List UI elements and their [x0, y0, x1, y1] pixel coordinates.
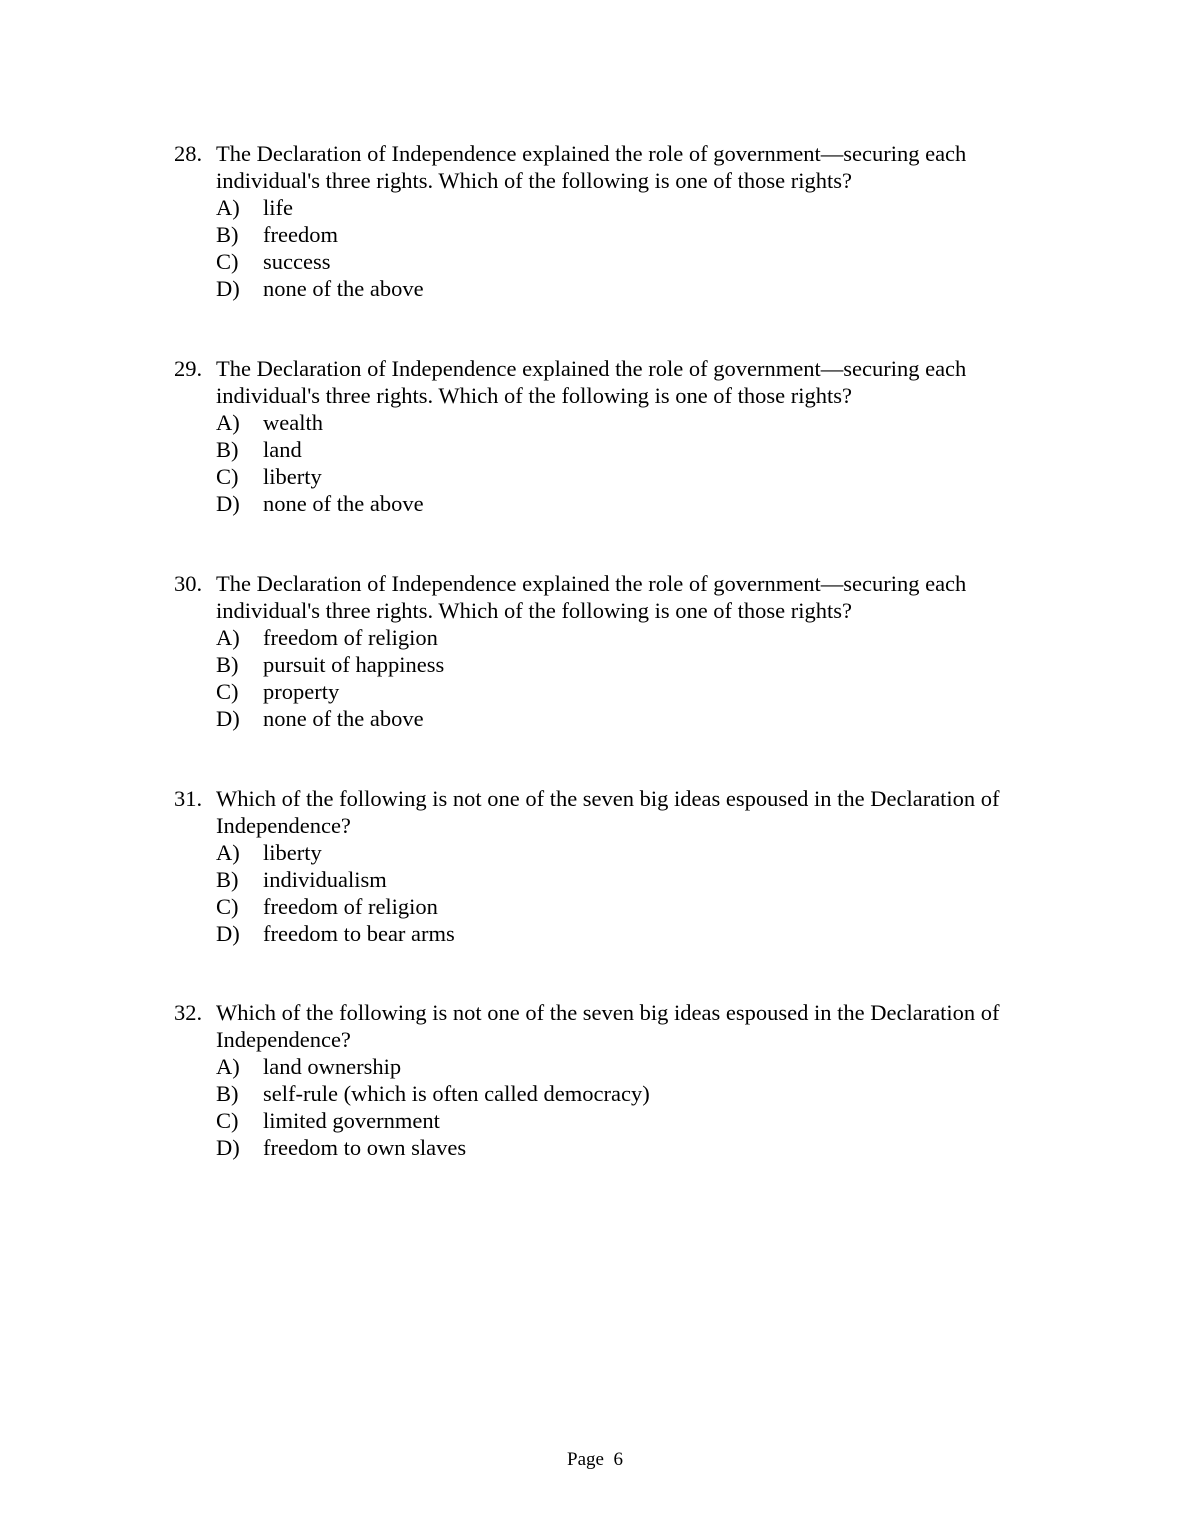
question-number: 29.	[174, 356, 203, 381]
option-text: liberty	[263, 840, 322, 865]
option-letter: D)	[216, 1135, 240, 1160]
option-b	[174, 436, 1044, 463]
option-c	[174, 893, 1044, 920]
option-text: none of the above	[263, 276, 424, 301]
answer-options	[174, 194, 1044, 302]
option-text: limited government	[263, 1108, 440, 1133]
option-letter: A)	[216, 195, 240, 220]
option-letter: D)	[216, 276, 240, 301]
question-text: Which of the following is not one of the seven big ideas espoused in the Declaration of Independence?	[216, 1000, 1000, 1052]
answer-options	[174, 624, 1044, 732]
question-text: The Declaration of Independence explained the role of government—securing each individual's three rights. Which of the following is one of those rights?	[216, 571, 967, 623]
option-letter: B)	[216, 652, 239, 677]
question-text: Which of the following is not one of the seven big ideas espoused in the Declaration of Independence?	[216, 786, 1000, 838]
option-d	[174, 275, 1044, 302]
option-letter: A)	[216, 410, 240, 435]
question-number: 32.	[174, 1000, 203, 1025]
question-29	[174, 355, 1044, 517]
option-text: wealth	[263, 410, 323, 435]
option-text: liberty	[263, 464, 322, 489]
option-letter: B)	[216, 222, 239, 247]
question-31	[174, 785, 1044, 947]
option-letter: C)	[216, 1108, 239, 1133]
option-d	[174, 490, 1044, 517]
option-c	[174, 248, 1044, 275]
answer-options	[174, 1053, 1044, 1161]
option-text: individualism	[263, 867, 387, 892]
option-text: land	[263, 437, 302, 462]
option-a	[174, 624, 1044, 651]
option-letter: C)	[216, 249, 239, 274]
option-d	[174, 920, 1044, 947]
option-b	[174, 866, 1044, 893]
option-d	[174, 705, 1044, 732]
option-a	[174, 409, 1044, 436]
question-32	[174, 999, 1044, 1161]
question-stem	[174, 355, 1044, 409]
option-b	[174, 1080, 1044, 1107]
option-text: none of the above	[263, 706, 424, 731]
option-letter: A)	[216, 840, 240, 865]
option-text: freedom of religion	[263, 894, 438, 919]
option-letter: C)	[216, 679, 239, 704]
option-text: pursuit of happiness	[263, 652, 445, 677]
question-stem	[174, 570, 1044, 624]
option-text: success	[263, 249, 331, 274]
question-number: 28.	[174, 141, 203, 166]
option-letter: D)	[216, 706, 240, 731]
question-text: The Declaration of Independence explained the role of government—securing each individual's three rights. Which of the following is one of those rights?	[216, 356, 967, 408]
question-stem	[174, 785, 1044, 839]
question-stem	[174, 140, 1044, 194]
question-28	[174, 140, 1044, 302]
option-letter: B)	[216, 437, 239, 462]
option-letter: D)	[216, 921, 240, 946]
question-text: The Declaration of Independence explained the role of government—securing each individual's three rights. Which of the following is one of those rights?	[216, 141, 967, 193]
page-number: Page 6	[567, 1449, 623, 1470]
option-a	[174, 1053, 1044, 1080]
option-letter: C)	[216, 464, 239, 489]
option-c	[174, 1107, 1044, 1134]
question-stem	[174, 999, 1044, 1053]
option-text: freedom	[263, 222, 338, 247]
question-number: 31.	[174, 786, 203, 811]
option-c	[174, 463, 1044, 490]
option-text: freedom of religion	[263, 625, 438, 650]
option-letter: A)	[216, 625, 240, 650]
option-letter: A)	[216, 1054, 240, 1079]
option-text: self-rule (which is often called democracy)	[263, 1081, 650, 1106]
option-d	[174, 1134, 1044, 1161]
question-30	[174, 570, 1044, 732]
option-a	[174, 194, 1044, 221]
option-letter: B)	[216, 1081, 239, 1106]
answer-options	[174, 409, 1044, 517]
option-letter: C)	[216, 894, 239, 919]
option-letter: B)	[216, 867, 239, 892]
option-text: land ownership	[263, 1054, 402, 1079]
option-letter: D)	[216, 491, 240, 516]
option-b	[174, 651, 1044, 678]
option-text: freedom to bear arms	[263, 921, 455, 946]
option-a	[174, 839, 1044, 866]
option-b	[174, 221, 1044, 248]
option-text: none of the above	[263, 491, 424, 516]
page-footer	[0, 1448, 1190, 1472]
option-text: freedom to own slaves	[263, 1135, 467, 1160]
question-number: 30.	[174, 571, 203, 596]
answer-options	[174, 839, 1044, 947]
option-text: life	[263, 195, 293, 220]
option-text: property	[263, 679, 340, 704]
option-c	[174, 678, 1044, 705]
